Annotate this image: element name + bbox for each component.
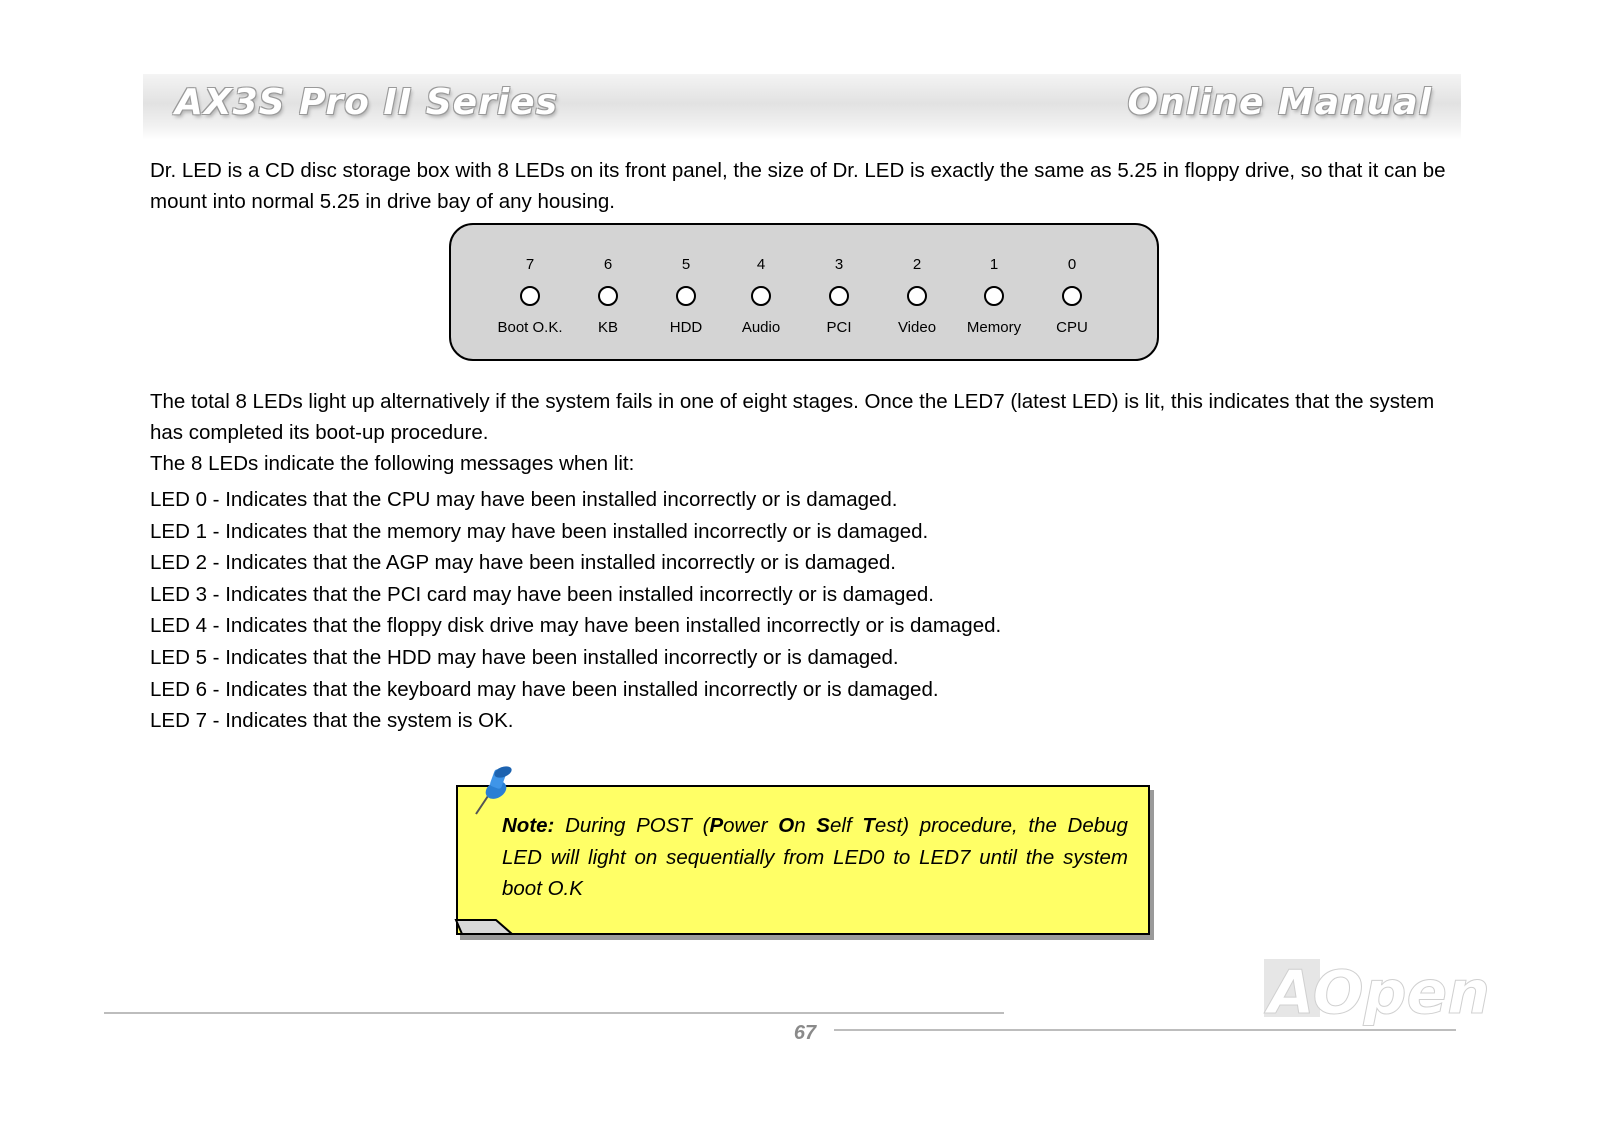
led-message-item: LED 2 - Indicates that the AGP may have been installed incorrectly or is damaged. [150,551,896,575]
note-text-part: est) procedure, the Debug LED will light on sequentially from LED0 to LED7 until the system boot O.K [502,814,1128,901]
led-label: Video [897,319,937,336]
led-label: Boot O.K. [497,319,563,336]
led-label: CPU [1056,319,1088,336]
note-text-part: n [794,814,817,837]
led-light [751,286,771,306]
led-light [984,286,1004,306]
led-6 [563,225,653,359]
led-3 [794,225,884,359]
footer-rule-right [834,1029,1456,1031]
led-number: 5 [681,256,691,273]
led-message-item: LED 7 - Indicates that the system is OK. [150,709,514,733]
led-message-list [150,484,1001,737]
dr-led-front-panel [449,223,1159,361]
led-4 [716,225,806,359]
led-number: 3 [834,256,844,273]
logo-text: AOpen [1268,958,1490,1028]
led-light [520,286,540,306]
led-label: PCI [826,319,852,336]
led-message-item: LED 6 - Indicates that the keyboard may have been installed incorrectly or is damaged. [150,677,939,701]
led-label: Memory [966,319,1022,336]
led-1 [949,225,1039,359]
manual-title: Online Manual [1127,82,1432,123]
led-number: 6 [603,256,613,273]
led-message-item: LED 5 - Indicates that the HDD may have been installed incorrectly or is damaged. [150,645,899,669]
note-text-part: ower [723,814,779,837]
led-number: 4 [756,256,766,273]
note-text-part: During POST ( [554,814,710,837]
boot-stage-paragraph: The total 8 LEDs light up alternatively if the system fails in one of eight stages. Once the LED7 (latest LED) is lit, this indicates that the system has completed its boot-up procedure. [150,390,1435,444]
note-acronym-letter: P [709,814,724,837]
led-message-item: LED 1 - Indicates that the memory may have been installed incorrectly or is damaged. [150,519,929,543]
led-light [829,286,849,306]
note-text [502,810,1128,905]
led-light [598,286,618,306]
led-0 [1027,225,1117,359]
note-acronym-letter: T [862,814,875,837]
note-folded-corner [456,920,512,938]
footer-rule-left [104,1012,1004,1014]
led-7 [485,225,575,359]
led-light [676,286,696,306]
page-number: 67 [793,1022,817,1044]
led-light [1062,286,1082,306]
led-label: HDD [669,319,703,336]
led-message-item: LED 0 - Indicates that the CPU may have been installed incorrectly or is damaged. [150,488,898,511]
led-list-intro: The 8 LEDs indicate the following messages when lit: [150,452,635,475]
led-message-item: LED 3 - Indicates that the PCI card may have been installed incorrectly or is damaged. [150,582,934,606]
led-number: 7 [525,256,535,273]
led-label: KB [597,319,618,336]
intro-paragraph: Dr. LED is a CD disc storage box with 8 LEDs on its front panel, the size of Dr. LED is exactly the same as 5.25 in floppy drive, so that it can be mount into normal 5.25 in drive bay of any housing. [150,159,1446,213]
aopen-logo [1262,955,1490,1028]
led-message-item: LED 4 - Indicates that the floppy disk drive may have been installed incorrectly or is damaged. [150,614,1002,638]
led-label: Audio [741,319,781,336]
led-number: 1 [989,256,999,273]
led-light [907,286,927,306]
note-acronym-letter: O [778,814,795,837]
note-text-part: elf [829,814,863,837]
series-title: AX3S Pro II Series [175,82,559,123]
note-label: Note: [502,814,555,837]
note-acronym-letter: S [816,814,830,837]
led-number: 2 [912,256,922,273]
led-number: 0 [1067,256,1077,273]
